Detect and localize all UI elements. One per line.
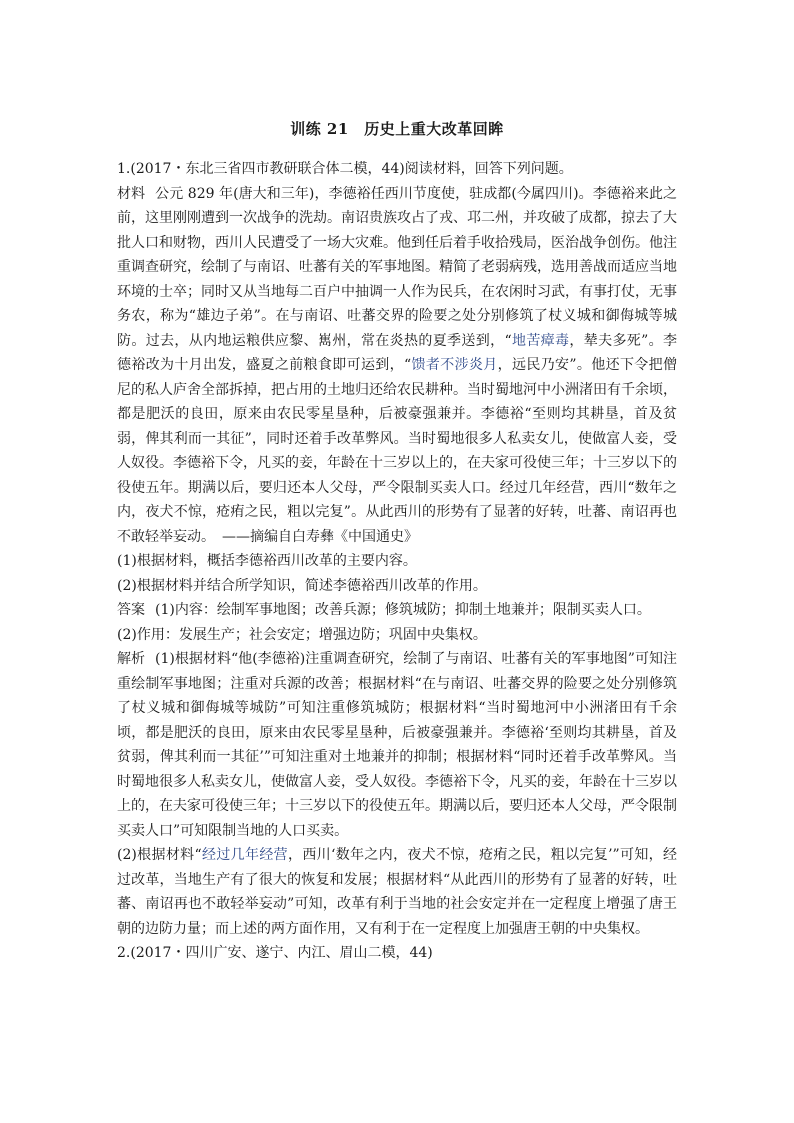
material-quote-2: 馈者不涉炎月 (411, 357, 498, 373)
answer-tag: 答案 (117, 602, 145, 618)
answer-line-2: (2)作用：发展生产；社会安定；增强边防；巩固中央集权。 (117, 626, 487, 643)
material-paragraph (117, 182, 677, 550)
page-title: 训练 21 历史上重大改革回眸 (290, 120, 504, 138)
sub-question-1: (1)根据材料，概括李德裕西川改革的主要内容。 (117, 553, 417, 569)
answer-1: (1)内容：绘制军事地图；改善兵源；修筑城防；抑制土地兼并；限制买卖人口。 (155, 602, 651, 618)
material-quote-1: 地苦瘴毒 (511, 332, 570, 349)
sub-question-2: (2)根据材料并结合所学知识，简述李德裕西川改革的作用。 (117, 577, 487, 594)
analysis-paragraph-1 (117, 647, 677, 843)
analysis-1: (1)根据材料“他(李德裕)注重调查研究，绘制了与南诏、吐蕃有关的军事地图”可知注重绘制军事地图；注重对兵源的改善；根据材料“在与南诏、吐蕃交界的险要之处分别修筑了杖义城和御侮城等城防”可知注重修筑城防；根据材料“当时蜀地河中小洲渚田有千余顷，都是肥沃的良田，原来由农民零星垦种，后被豪强兼并。李德裕‘至则均其耕垦，首及贫弱，俾其利而一其征’”可知注重对土地兼并的抑制；根据材料“同时还着手改革弊风。当时蜀地很多人私卖女儿，使做富人妾，受人奴役。李德裕下令，凡买的妾，年龄在十三岁以上的，在夫家可役使三年；十三岁以下的役使五年。期满以后，要归还本人父母，严令限制买卖人口”可知限制当地的人口买卖。 (117, 651, 677, 839)
material-text-e: ，远民乃安”。他还下令把僧尼的私人庐舍全部拆掉，把占用的土地归还给农民耕种。当时蜀地河中小洲渚田有千余顷，都是肥沃的良田，原来由农民零星垦种，后被豪强兼并。李德裕“至则均其耕垦，首及贫弱，俾其利而一其征”，同时还着手改革弊风。当时蜀地很多人私卖女儿，使做富人妾，受人奴役。李德裕下令，凡买的妾，年龄在十三岁以上的，在夫家可役使三年；十三岁以下的役使五年。期满以后，要归还本人父母，严令限制买卖人口。经过几年经营，西川“数年之内，夜犬不惊，疮痏之民，粗以完复”。从此西川的形势有了显著的好转，吐蕃、南诏再也不敢轻举妄动。 ——摘编自白寿彝《中国通史》 (117, 357, 678, 545)
analysis-paragraph-2 (117, 843, 677, 941)
question-2-header: 2.(2017・四川广安、遂宁、内江、眉山二模，44) (117, 945, 433, 961)
analysis-tag: 解析 (117, 651, 146, 667)
material-tag: 材料 (117, 185, 146, 202)
analysis-2-a: (2)根据材料“ (117, 847, 202, 863)
analysis-2-quote: 经过几年经营 (201, 847, 288, 863)
material-text-a: 公元 829 年(唐大和三年)，李德裕任西川节度使，驻成都(今属四川)。李德裕来此之前，这里刚刚遭到一次战争的洗劫。南诏贵族攻占了戎、邛二州，并攻破了成都，掠去了大批人口和财物，西川人民遭受了一场大灾难。他到任后着手收拾残局，医治战争创伤。他注重调查研究，绘制了与南诏、吐蕃有关的军事地图。精简了老弱病残，选用善战而适应当地环境的士卒；同时又从当地每二百户中抽调一人作为民兵，在农闲时习武，有事打仗，无事务农，称为“雄边子弟”。在与南诏、吐蕃交界的险要之处分别修筑了杖义城和御侮城等城防。过去，从内地运粮供应黎、嶲州，常在炎热的夏季送到，“ (117, 185, 678, 349)
question-1-header: 1.(2017・东北三省四市教研联合体二模，44)阅读材料，回答下列问题。 (117, 161, 573, 177)
material-text-c: ，辇夫多死”。李德裕改为十月出发，盛夏之前粮食即可运到，“ (117, 332, 678, 373)
analysis-2-c: ，西川‘数年之内，夜犬不惊，疮痏之民，粗以完复’”可知，经过改革，当地生产有了很大的恢复和发展；根据材料“从此西川的形势有了显著的好转，吐蕃、南诏再也不敢轻举妄动”可知，改革有利于当地的社会安定并在一定程度上增强了唐王朝的边防力量；而上述的两方面作用，又有利于在一定程度上加强唐王朝的中央集权。 (117, 847, 677, 937)
answer-line-1 (117, 598, 677, 623)
question-content (117, 157, 677, 966)
